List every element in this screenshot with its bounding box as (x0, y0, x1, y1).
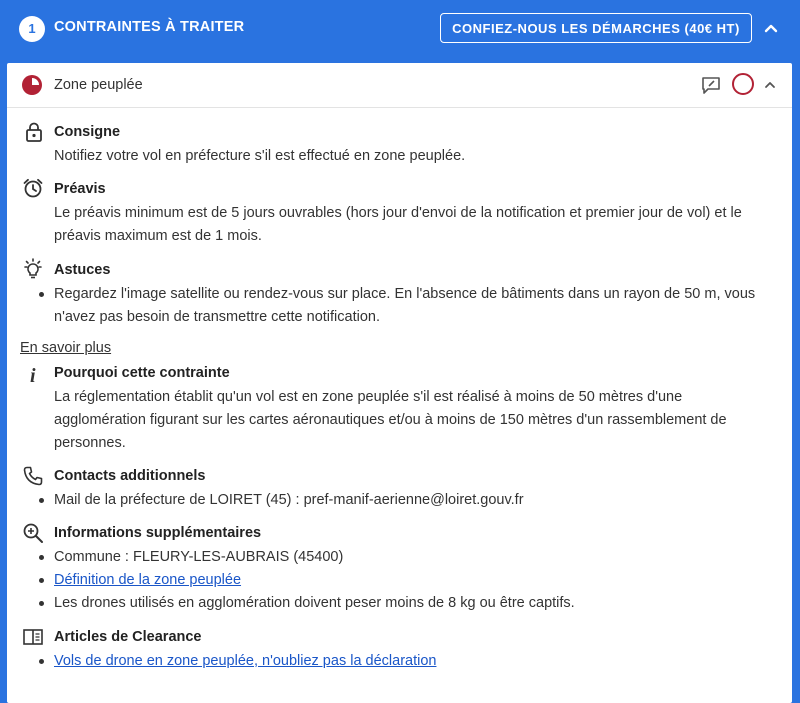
preavis-text: Le préavis minimum est de 5 jours ouvrables (hors jour d'envoi de la notification et premier jour de vol) et le préavis maximum est de 1 mois. (54, 205, 742, 244)
status-indicator[interactable] (732, 73, 754, 95)
list-item: Mail de la préfecture de LOIRET (45) : pref-manif-aerienne@loiret.gouv.fr (36, 489, 776, 512)
pourquoi-text: La réglementation établit qu'un vol est en zone peuplée s'il est réalisé à moins de 50 mètres d'une agglomération figurant sur les cartes aéronautiques et/ou à moins de 150 mètres d'un rassemblement de personnes. (54, 389, 727, 451)
info-icon (23, 363, 45, 385)
lightbulb-icon (22, 258, 44, 280)
alarm-clock-icon (22, 177, 44, 199)
article-link[interactable]: Vols de drone en zone peuplée, n'oubliez pas la déclaration (54, 653, 437, 669)
comment-icon[interactable] (700, 74, 722, 96)
card-header[interactable] (7, 63, 792, 108)
header-title: CONTRAINTES À TRAITER (54, 19, 245, 35)
phone-icon (22, 465, 44, 487)
articles-title: Articles de Clearance (54, 629, 202, 645)
consigne-title: Consigne (54, 124, 121, 140)
consigne-text: Notifiez votre vol en préfecture s'il est effectué en zone peuplée. (54, 148, 466, 164)
list-item: Regardez l'image satellite ou rendez-vous sur place. En l'absence de bâtiments dans un rayon de 50 m, vous n'avez pas besoin de transmettre cette notification. (36, 283, 776, 329)
svg-text:i: i (30, 365, 36, 385)
pie-icon (21, 74, 43, 96)
zoom-in-icon (22, 522, 44, 544)
delegate-procedures-button[interactable]: CONFIEZ-NOUS LES DÉMARCHES (40€ HT) (440, 13, 752, 43)
infos-title: Informations supplémentaires (54, 525, 262, 541)
list-item: Les drones utilisés en agglomération doivent peser moins de 8 kg ou être captifs. (36, 592, 776, 615)
infos-list (36, 546, 776, 615)
chevron-up-icon[interactable] (762, 19, 780, 37)
astuces-title: Astuces (54, 262, 111, 278)
contacts-list (36, 489, 776, 512)
constraints-header (0, 0, 800, 60)
learn-more-link[interactable]: En savoir plus (20, 340, 112, 356)
article-icon (22, 626, 44, 648)
pourquoi-title: Pourquoi cette contrainte (54, 365, 230, 381)
articles-list (36, 650, 776, 673)
lock-icon (23, 121, 45, 143)
list-item: Commune : FLEURY-LES-AUBRAIS (45400) (36, 546, 776, 569)
list-item (36, 569, 776, 592)
chevron-up-icon[interactable] (763, 78, 777, 92)
zone-definition-link[interactable]: Définition de la zone peuplée (54, 572, 242, 588)
constraint-card (7, 63, 792, 703)
step-number-badge: 1 (19, 16, 45, 42)
list-item (36, 650, 776, 673)
preavis-title: Préavis (54, 181, 106, 197)
contacts-title: Contacts additionnels (54, 468, 206, 484)
zone-title: Zone peuplée (54, 77, 143, 93)
astuces-list (36, 283, 776, 329)
